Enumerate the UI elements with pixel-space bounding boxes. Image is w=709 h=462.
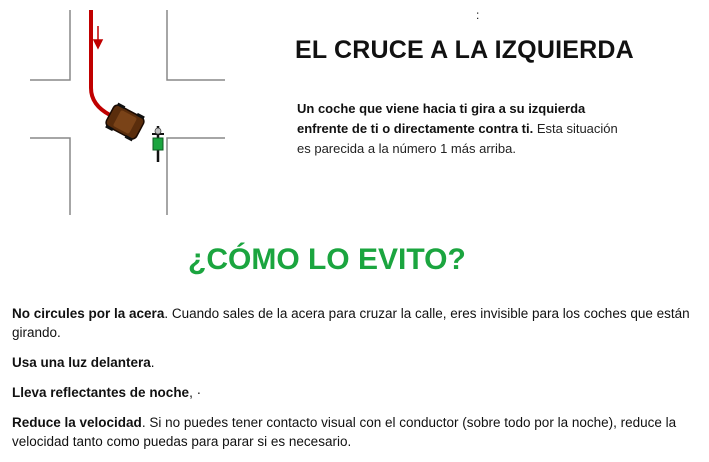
stray-colon: : xyxy=(476,8,480,22)
car-icon xyxy=(103,102,146,143)
page-title: EL CRUCE A LA IZQUIERDA xyxy=(295,36,634,64)
cyclist-icon xyxy=(152,126,164,162)
tip-item xyxy=(12,383,702,402)
tips-list xyxy=(12,304,702,462)
tip-item xyxy=(12,304,702,342)
section-heading: ¿CÓMO LO EVITO? xyxy=(188,243,466,276)
intersection-diagram xyxy=(30,10,240,215)
red-path-arrow xyxy=(91,10,110,115)
description-rest: Esta situación es parecida a la número 1 más arriba. xyxy=(297,121,618,156)
tip-item xyxy=(12,353,702,372)
tip-text: . Si no puedes tener contacto visual con el conductor (sobre todo por la noche), reduce la velocidad tanto como puedas para parar si es necesario. xyxy=(12,415,677,449)
tip-bold: Lleva reflectantes de noche xyxy=(12,385,190,400)
tip-bold: Usa una luz delantera xyxy=(12,355,151,370)
tip-item xyxy=(12,413,702,451)
tip-text: , · xyxy=(189,385,202,400)
tip-bold: Reduce la velocidad xyxy=(12,415,142,430)
tip-bold: No circules por la acera xyxy=(12,306,165,321)
tip-text: . Cuando sales de la acera para cruzar la calle, eres invisible para los coches que están girando. xyxy=(12,306,690,340)
direction-arrow-icon xyxy=(94,26,102,48)
scenario-description xyxy=(297,99,627,159)
description-bold: Un coche que viene hacia ti gira a su izquierda enfrente de ti o directamente contra ti. xyxy=(297,101,586,136)
tip-text: . xyxy=(150,355,155,370)
